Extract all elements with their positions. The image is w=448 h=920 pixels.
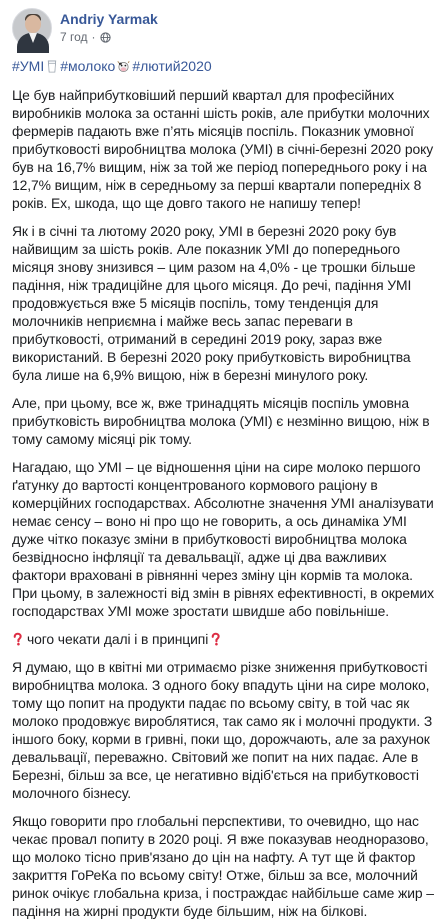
paragraph: Як і в січні та лютому 2020 року, УМІ в березні 2020 року був найвищим за шість років. Але показник УМІ до попереднього місяця знову знизився – цим разом на 4,0% - це трошки більше падіння, ніж традиційне для цього місяця. До речі, падіння УМІ продовжується вже 5 місяців поспіль, тому тенденція для молочників неприємна і майже весь запас переваги в прибутковості, отриманий в середині 2019 року, зараз вже використаний. В березні 2020 року прибутковість виробництва була лише на 6,9% вищою, ніж в березні минулого року.	[12, 223, 416, 383]
hashtag-umi[interactable]: #УМІ	[12, 58, 45, 74]
separator-dot: ·	[91, 30, 96, 44]
paragraph: Я думаю, що в квітні ми отримаємо різке зниження прибутковості виробництва молока. З одного боку впадуть ціни на сире молоко, тому що попит на продукти падає по всьому світу, в той час як молоко продовжує вироблятися, так само як і молочні продукти. З іншого боку, корми в гривні, поки що, дорожчають, але за рахунок девальвації, переважно. Світовий же попит на них падає. Але в Березні, більш за все, це негативно відіб'ється на прибутковості молочного бізнесу.	[12, 659, 433, 801]
globe-icon[interactable]	[100, 32, 111, 43]
timestamp-row	[60, 29, 158, 45]
question-text: чого чекати далі і в принципі	[27, 631, 209, 647]
post-body	[12, 86, 438, 920]
red-question-mark-icon	[12, 633, 23, 646]
hashtag-line	[12, 56, 438, 76]
paragraph: Але, при цьому, все ж, вже тринадцять місяців поспіль умовна прибутковість виробництва молока (УМІ) є незмінно вищою, ніж в тому самому місяці рік тому.	[12, 395, 430, 447]
hashtag-moloko[interactable]: #молоко	[60, 58, 116, 74]
post-time[interactable]: 7 год	[60, 30, 88, 44]
author-name[interactable]: Andriy Yarmak	[60, 11, 158, 27]
post-meta	[60, 8, 158, 45]
glass-of-milk-icon	[46, 60, 58, 73]
paragraph: Нагадаю, що УМІ – це відношення ціни на сире молоко першого ґатунку до вартості концентрованого кормового раціону в комерційних господарствах. Абсолютне значення УМІ аналізувати немає сенсу – воно ні про що не говорить, а ось динаміка УМІ дуже чітко показує зміни в прибутковості виробництва молока безвідносно інфляції та девальвації, адже ці два важливих фактори враховані в рівнянні через зміну цін кормів та молока. При цьому, в залежності від змін в рівнях ефективності, в окремих господарствах УМІ може зростати швидше або повільніше.	[12, 459, 434, 619]
red-question-mark-icon	[210, 633, 221, 646]
avatar[interactable]	[12, 8, 52, 48]
question-line	[12, 630, 438, 648]
hashtag-liutyi2020[interactable]: #лютий2020	[132, 58, 212, 74]
post-header	[12, 8, 438, 52]
paragraph: Це був найприбутковіший перший квартал для професійних виробників молока за останні шість років, але прибутки молочних фермерів падають вже п’ять місяців поспіль. Показник умовної прибутковості виробництва молока (УМІ) в січні-березні 2020 року був на 16,7% вищим, ніж за той же період попереднього року і на 12,7% вищим, ніж в середньому за перші квартали попередніх 8 років. Ех, шкода, що ще довго такого не напишу тепер!	[12, 87, 434, 211]
cow-icon	[117, 60, 130, 73]
paragraph: Якщо говорити про глобальні перспективи, то очевидно, що нас чекає провал попиту в 2020 році. Я вже показував неодноразово, що молоко тісно прив'язано до цін на нафту. А тут ще й фактор закриття ГоРеКа по всьому світу! Отже, більш за все, молочний ринок очікує глобальна криза, і постраждає найбільше саме жир – падіння на жирні продукти буде більшим, ніж на білкові.	[12, 813, 434, 919]
